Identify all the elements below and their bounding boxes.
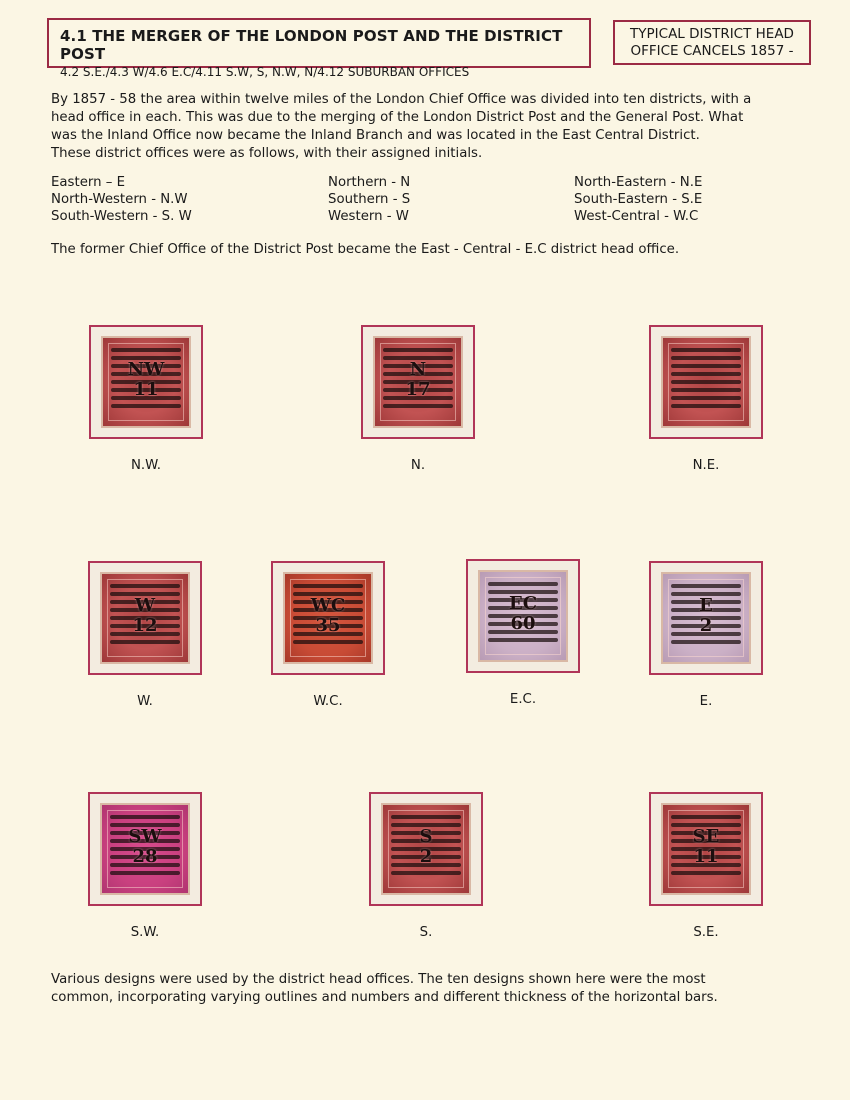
cancel-bars (671, 348, 741, 416)
footer-note (51, 971, 811, 1007)
cancel-bar (110, 584, 180, 588)
cancel-number: 2 (699, 615, 713, 636)
cancel-bar (671, 640, 741, 644)
cancel-number: 35 (315, 615, 341, 636)
cancel-marking (383, 827, 469, 867)
intro-line: These district offices were as follows, with their assigned initials. (51, 146, 483, 161)
cancel-bar (671, 348, 741, 352)
district-item: Southern - S (328, 192, 411, 207)
postage-stamp-image (375, 338, 461, 426)
district-list (51, 174, 811, 225)
postage-stamp-image (285, 574, 371, 662)
cancel-bar (671, 871, 741, 875)
intro-paragraph (51, 91, 811, 163)
cancel-bar (488, 582, 558, 586)
cancel-bar (671, 388, 741, 392)
stamp-mount (88, 561, 202, 675)
stamp-mount (649, 561, 763, 675)
intro-line: By 1857 - 58 the area within twelve miles of the London Chief Office was divided into ten districts, with a (51, 92, 752, 107)
cancel-marking (102, 596, 188, 636)
cancel-bar (383, 404, 453, 408)
cancel-marking (663, 596, 749, 636)
intro-line: was the Inland Office now became the Inland Branch and was located in the East Central District. (51, 128, 700, 143)
cancel-marking (103, 360, 189, 400)
cancel-bar (671, 380, 741, 384)
page-title-box (47, 18, 591, 79)
cancel-number: 60 (510, 613, 536, 634)
cancel-bar (488, 638, 558, 642)
cancel-bar (111, 404, 181, 408)
cancel-marking (663, 827, 749, 867)
cancel-number: 28 (132, 846, 158, 867)
postage-stamp-image (663, 338, 749, 426)
cancel-bar (111, 348, 181, 352)
cancel-bar (391, 871, 461, 875)
cancel-bar (671, 356, 741, 360)
cancel-bar (110, 815, 180, 819)
cancel-number: 12 (132, 615, 158, 636)
cancel-initials: N (409, 359, 427, 380)
section-heading-line1: TYPICAL DISTRICT HEAD (630, 26, 794, 42)
postage-stamp-image (663, 805, 749, 893)
district-row (51, 208, 811, 225)
cancel-number: 11 (133, 379, 159, 400)
cancel-marking (375, 360, 461, 400)
page-title: 4.1 THE MERGER OF THE LONDON POST AND THE DISTRICT POST (60, 27, 563, 63)
footer-line: common, incorporating varying outlines and numbers and different thickness of the horizontal bars. (51, 990, 718, 1005)
stamp-mount (89, 325, 203, 439)
stamp-caption: S. (419, 925, 433, 940)
stamp-caption: W. (137, 694, 153, 709)
cancel-bar (671, 584, 741, 588)
district-item: West-Central - W.C (574, 209, 699, 224)
stamp-mount (649, 792, 763, 906)
cancel-initials: WC (310, 595, 346, 616)
cancel-marking (480, 594, 566, 634)
postage-stamp-image (383, 805, 469, 893)
postage-stamp-image (102, 805, 188, 893)
stamp-caption: N.E. (692, 458, 720, 473)
cancel-initials: EC (508, 593, 538, 614)
cancel-initials: S (419, 826, 433, 847)
cancel-initials: E (699, 595, 713, 616)
postage-stamp-image (102, 574, 188, 662)
cancel-marking (285, 596, 371, 636)
district-item: South-Western - S. W (51, 209, 192, 224)
footer-line: Various designs were used by the district head offices. The ten designs shown here were the most (51, 972, 706, 987)
cancel-bar (671, 815, 741, 819)
cancel-number: 17 (405, 379, 431, 400)
cancel-bar (671, 372, 741, 376)
page-subtitle: 4.2 S.E./4.3 W/4.6 E.C/4.11 S.W, S, N.W, N/4.12 SUBURBAN OFFICES (60, 65, 470, 79)
cancel-bar (671, 396, 741, 400)
district-row (51, 174, 811, 191)
stamp-mount (466, 559, 580, 673)
cancel-initials: W (134, 595, 156, 616)
district-item: North-Western - N.W (51, 192, 188, 207)
cancel-bar (293, 640, 363, 644)
cancel-number: 11 (693, 846, 719, 867)
cancel-initials: NW (127, 359, 165, 380)
cancel-bar (110, 871, 180, 875)
stamp-caption: E.C. (509, 692, 537, 707)
stamp-mount (369, 792, 483, 906)
district-item: Northern - N (328, 175, 411, 190)
cancel-bar (671, 404, 741, 408)
stamp-caption: E. (699, 694, 713, 709)
stamp-caption: S.E. (693, 925, 719, 940)
cancel-bar (383, 348, 453, 352)
stamp-mount (271, 561, 385, 675)
cancel-number: 2 (419, 846, 433, 867)
district-item: North-Eastern - N.E (574, 175, 703, 190)
section-heading-box (613, 20, 811, 65)
section-heading-line2: OFFICE CANCELS 1857 - (630, 43, 794, 59)
stamp-caption: W.C. (313, 694, 343, 709)
stamp-caption: N. (410, 458, 426, 473)
stamp-mount (88, 792, 202, 906)
cancel-bar (293, 584, 363, 588)
cancel-bar (391, 815, 461, 819)
cancel-bar (110, 640, 180, 644)
former-office-note: The former Chief Office of the District Post became the East - Central - E.C district head office. (51, 242, 680, 257)
postage-stamp-image (663, 574, 749, 662)
cancel-initials: SE (692, 826, 720, 847)
cancel-bar (671, 364, 741, 368)
stamp-caption: S.W. (130, 925, 160, 940)
intro-line: head office in each. This was due to the merging of the London District Post and the General Post. What (51, 110, 744, 125)
district-item: South-Eastern - S.E (574, 192, 703, 207)
cancel-marking (102, 827, 188, 867)
cancel-initials: SW (128, 826, 162, 847)
stamp-caption: N.W. (130, 458, 162, 473)
postage-stamp-image (480, 572, 566, 660)
postage-stamp-image (103, 338, 189, 426)
stamp-mount (361, 325, 475, 439)
district-item: Western - W (328, 209, 409, 224)
stamp-mount (649, 325, 763, 439)
district-row (51, 191, 811, 208)
district-item: Eastern – E (51, 175, 126, 190)
